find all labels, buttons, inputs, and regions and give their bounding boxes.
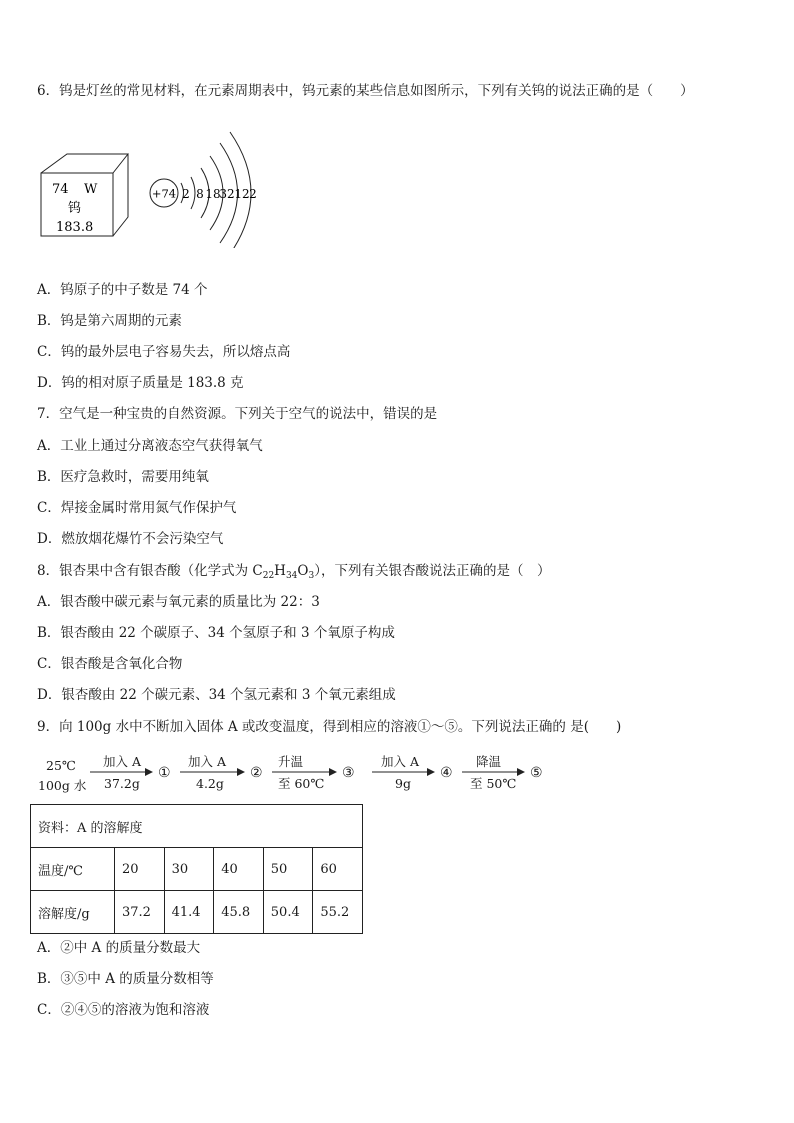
question-8-stem — [37, 562, 550, 585]
step3-bottom: 至 60℃ — [278, 776, 325, 791]
step1-bottom: 37.2g — [104, 776, 140, 791]
shell-electrons-3: 18 — [205, 187, 221, 201]
step2-bottom: 4.2g — [196, 776, 224, 791]
q6-option-a: A．钨原子的中子数是 74 个 — [37, 282, 208, 298]
solubility-cell: 55.2 — [313, 891, 363, 934]
step4-top: 加入 A — [381, 754, 420, 769]
shell-electrons-2: 8 — [196, 187, 204, 201]
temp-cell: 50 — [263, 848, 313, 891]
table-row — [31, 848, 363, 891]
step2-top: 加入 A — [188, 754, 227, 769]
temp-cell: 30 — [164, 848, 214, 891]
q8-stem-post: ），下列有关银杏酸说法正确的是（ ） — [314, 563, 551, 579]
q8-option-c: C．银杏酸是含氧化合物 — [37, 656, 183, 672]
tungsten-figure — [30, 118, 280, 248]
shell-electrons-4: 32 — [219, 187, 235, 201]
solubility-table — [30, 804, 363, 934]
step2-result: ② — [250, 765, 263, 781]
table-caption: 资料：A 的溶解度 — [31, 805, 363, 848]
step4-result: ④ — [440, 765, 453, 781]
formula-o-subscript: 3 — [308, 571, 315, 581]
q9-option-b: B．③⑤中 A 的质量分数相等 — [37, 971, 214, 987]
temp-cell: 20 — [115, 848, 165, 891]
shell-electrons-6: 2 — [249, 187, 257, 201]
element-name: 钨 — [68, 201, 82, 216]
solubility-cell: 50.4 — [263, 891, 313, 934]
element-symbol: W — [84, 182, 98, 197]
q6-option-d: D．钨的相对原子质量是 183.8 克 — [37, 375, 244, 391]
question-7-stem: 7．空气是一种宝贵的自然资源。下列关于空气的说法中，错误的是 — [37, 406, 438, 422]
q8-option-b: B．银杏酸由 22 个碳原子、34 个氢原子和 3 个氧原子构成 — [37, 625, 395, 641]
q9-option-c: C．②④⑤的溶液为饱和溶液 — [37, 1002, 210, 1018]
formula-o: O — [297, 563, 309, 579]
step3-top: 升温 — [278, 754, 304, 769]
table-row — [31, 891, 363, 934]
solubility-cell: 41.4 — [164, 891, 214, 934]
shell-electrons-1: 2 — [182, 187, 190, 201]
flow-start-water: 100g 水 — [38, 778, 87, 793]
q8-option-a: A．银杏酸中碳元素与氧元素的质量比为 22：3 — [37, 594, 320, 610]
question-6-stem: 6．钨是灯丝的常见材料，在元素周期表中，钨元素的某些信息如图所示，下列有关钨的说法正确的是（ ） — [37, 83, 694, 99]
formula-h: H — [274, 563, 286, 579]
q6-option-c: C．钨的最外层电子容易失去，所以熔点高 — [37, 344, 291, 360]
q8-stem-pre: 8．银杏果中含有银杏酸（化学式为 C — [37, 563, 263, 579]
temp-cell: 40 — [214, 848, 264, 891]
q8-option-d: D．银杏酸由 22 个碳元素、34 个氢元素和 3 个氧元素组成 — [37, 687, 396, 703]
q9-option-a: A．②中 A 的质量分数最大 — [37, 940, 201, 956]
atomic-mass: 183.8 — [56, 220, 94, 235]
q7-option-c: C．焊接金属时常用氮气作保护气 — [37, 500, 237, 516]
step4-bottom: 9g — [395, 776, 411, 791]
solubility-cell: 37.2 — [115, 891, 165, 934]
formula-h-subscript: 34 — [285, 571, 298, 581]
step1-top: 加入 A — [103, 754, 142, 769]
nuclear-charge: +74 — [151, 186, 177, 201]
step5-bottom: 至 50℃ — [470, 776, 517, 791]
formula-c-subscript: 22 — [262, 571, 275, 581]
q6-option-b: B．钨是第六周期的元素 — [37, 313, 182, 329]
step5-result: ⑤ — [530, 765, 543, 781]
flow-start-temp: 25℃ — [46, 758, 76, 773]
q7-option-b: B．医疗急救时，需要用纯氧 — [37, 469, 209, 485]
atomic-number: 74 — [52, 182, 69, 197]
solubility-label: 溶解度/g — [31, 891, 115, 934]
shell-electrons-5: 12 — [234, 187, 250, 201]
question-9-stem: 9．向 100g 水中不断加入固体 A 或改变温度，得到相应的溶液①～⑤。下列说法正确的 是( ) — [37, 719, 622, 735]
process-flow-diagram — [30, 750, 550, 800]
solubility-cell: 45.8 — [214, 891, 264, 934]
temp-cell: 60 — [313, 848, 363, 891]
q7-option-a: A．工业上通过分离液态空气获得氧气 — [37, 438, 263, 454]
step5-top: 降温 — [476, 754, 502, 769]
step3-result: ③ — [342, 765, 355, 781]
q7-option-d: D．燃放烟花爆竹不会污染空气 — [37, 531, 224, 547]
temp-label: 温度/℃ — [31, 848, 115, 891]
step1-result: ① — [158, 765, 171, 781]
